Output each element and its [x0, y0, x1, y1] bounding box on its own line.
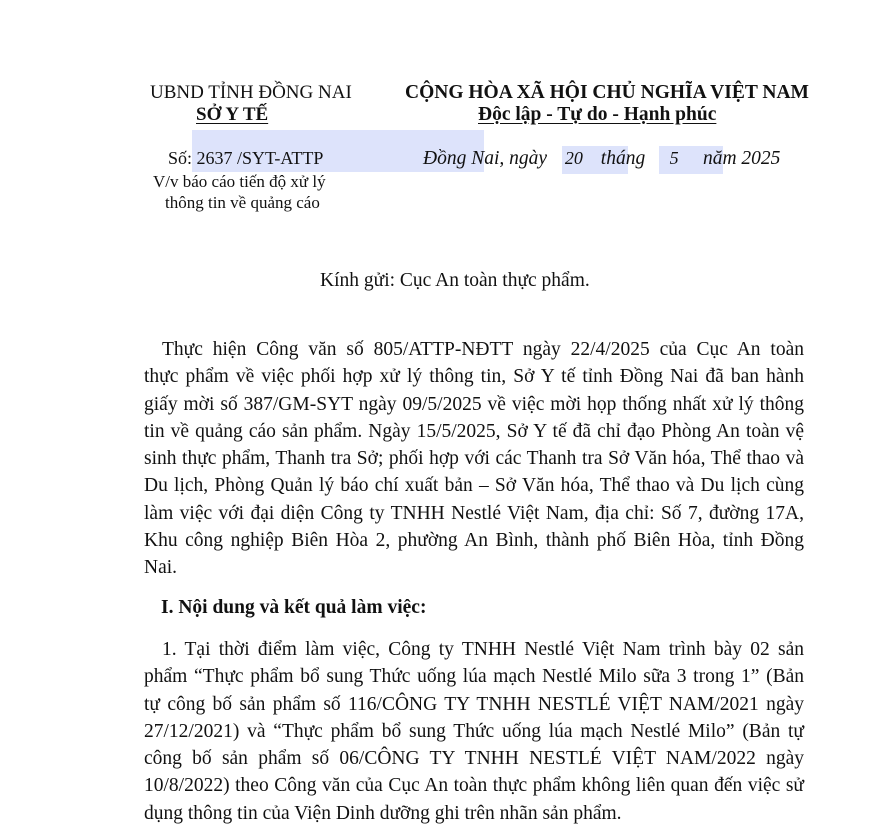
paragraph-line: Nai.: [144, 557, 178, 579]
paragraph-line: 10/8/2022) theo Công văn của Cục An toàn thực phẩm không liên quan đến việc sử: [144, 775, 804, 797]
paragraph-line: thực phẩm về việc phối hợp xử lý thông tin, Sở Y tế tỉnh Đồng Nai đã ban hành: [144, 366, 804, 388]
department-name: SỞ Y TẾ: [196, 104, 269, 125]
paragraph-line: Du lịch, Phòng Quản lý báo chí xuất bản – Sở Văn hóa, Thể thao và Du lịch cùng: [144, 475, 804, 497]
subject-line-2: thông tin về quảng cáo: [165, 193, 320, 212]
date-day: 20: [564, 148, 583, 168]
paragraph-line: sinh thực phẩm, Thanh tra Sở; phối hợp với các Thanh tra Sở Văn hóa, Thể thao và: [144, 448, 804, 470]
paragraph-line: dụng thông tin của Viện Dinh dưỡng ghi trên nhãn sản phẩm.: [144, 802, 622, 824]
date-year: năm 2025: [702, 148, 781, 169]
paragraph-line: 1. Tại thời điểm làm việc, Công ty TNHH Nestlé Việt Nam trình bày 02 sản: [162, 639, 804, 660]
paragraph-line: công bố sản phẩm số 06/CÔNG TY TNHH NESTLÉ VIỆT NAM/2022 ngày: [144, 748, 804, 770]
document-number-value: 2637 /SYT-ATTP: [196, 148, 324, 168]
paragraph-line: 27/12/2021) và “Thực phẩm bổ sung Thức uống lúa mạch Nestlé Milo” (Bản tự: [144, 720, 804, 742]
paragraph-line: Khu công nghiệp Biên Hòa 2, phường An Bình, thành phố Biên Hòa, tỉnh Đồng: [144, 530, 804, 552]
date-place: Đồng Nai, ngày: [423, 148, 548, 169]
paragraph-line: giấy mời số 387/GM-SYT ngày 09/5/2025 về việc mời họp thống nhất xử lý thông: [144, 393, 804, 415]
paragraph-line: làm việc với đại diện Công ty TNHH Nestlé Việt Nam, địa chỉ: Số 7, đường 17A,: [144, 502, 804, 524]
date-month-label: tháng: [600, 148, 646, 169]
paragraph-line: phẩm “Thực phẩm bổ sung Thức uống lúa mạch Nestlé Milo sữa 3 trong 1” (Bản: [144, 666, 804, 688]
paragraph-line: tự công bố sản phẩm số 116/CÔNG TY TNHH NESTLÉ VIỆT NAM/2021 ngày: [144, 693, 804, 715]
paragraph-line: Thực hiện Công văn số 805/ATTP-NĐTT ngày 22/4/2025 của Cục An toàn: [162, 339, 804, 360]
body-paragraph-2: [144, 636, 804, 827]
date-month: 5: [669, 148, 679, 168]
agency-name: UBND TỈNH ĐỒNG NAI: [150, 82, 352, 103]
document-number-label: Số:: [168, 148, 193, 168]
issue-date: [423, 148, 780, 170]
recipient-line: Kính gửi: Cục An toàn thực phẩm.: [320, 270, 590, 291]
document-number: [168, 148, 323, 169]
national-title: CỘNG HÒA XÃ HỘI CHỦ NGHĨA VIỆT NAM: [405, 82, 809, 103]
section-heading: I. Nội dung và kết quả làm việc:: [161, 597, 427, 618]
paragraph-line: tin về quảng cáo sản phẩm. Ngày 15/5/2025, Sở Y tế đã chỉ đạo Phòng An toàn vệ: [144, 420, 804, 442]
subject-line-1: V/v báo cáo tiến độ xử lý: [153, 172, 326, 191]
national-motto: Độc lập - Tự do - Hạnh phúc: [478, 104, 717, 125]
body-paragraph-1: [144, 336, 804, 582]
